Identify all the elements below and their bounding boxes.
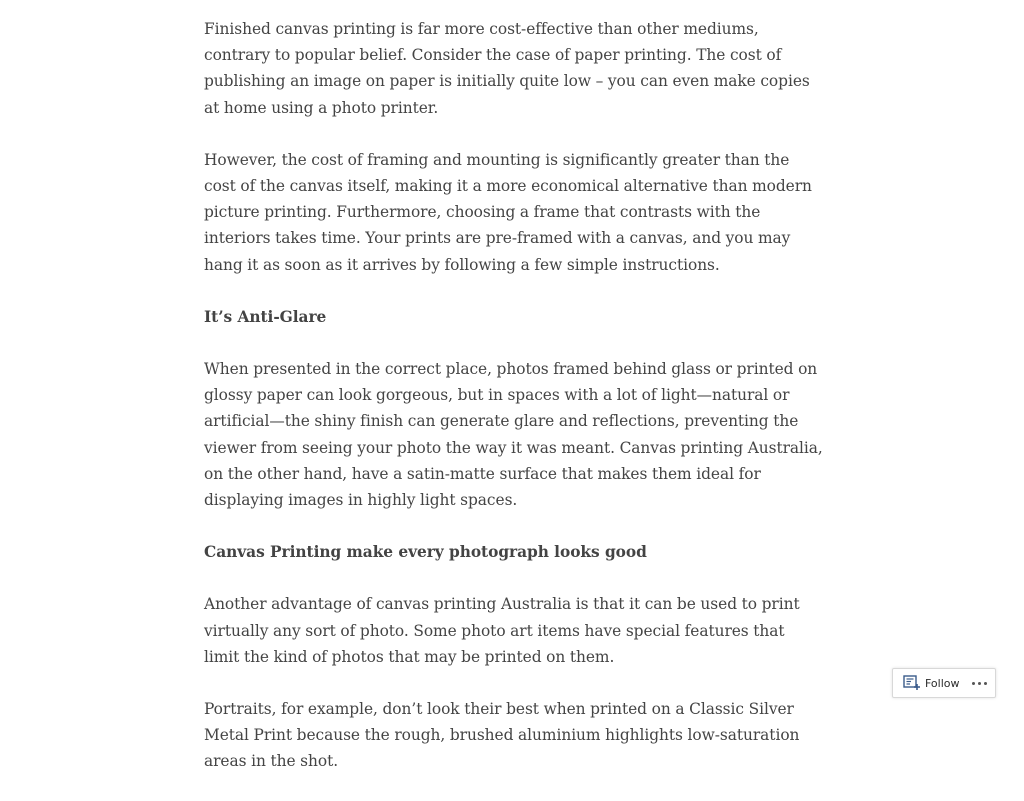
follow-label: Follow bbox=[925, 676, 960, 690]
reader-follow-icon bbox=[903, 675, 921, 691]
article-paragraph-1: Finished canvas printing is far more cost-effective than other mediums, contrary to popular belief. Consider the case of paper printing. The cost of publishing an image on paper is initially quite low – you can even make copies at home using a photo printer. bbox=[204, 20, 810, 117]
article-content bbox=[204, 16, 824, 801]
article-paragraph-4: Another advantage of canvas printing Australia is that it can be used to print virtually any sort of photo. Some photo art items have special features that limit the kind of photos that may be printed on them. bbox=[204, 595, 800, 666]
article-paragraph-5: Portraits, for example, don’t look their best when printed on a Classic Silver Metal Print because the rough, brushed aluminium highlights low-saturation areas in the shot. bbox=[204, 700, 800, 771]
follow-action-bar bbox=[892, 668, 996, 698]
article-paragraph-2: However, the cost of framing and mounting is significantly greater than the cost of the canvas itself, making it a more economical alternative than modern picture printing. Furthermore, choosing a frame that contrasts with the interiors takes time. Your prints are pre-framed with a canvas, and you may hang it as soon as it arrives by following a few simple instructions. bbox=[204, 150, 812, 274]
article-paragraph-3: When presented in the correct place, photos framed behind glass or printed on glossy paper can look gorgeous, but in spaces with a lot of light—natural or artificial—the shiny finish can generate glare and reflections, preventing the viewer from seeing your photo the way it was meant. Canvas printing Australia, on the other hand, have a satin-matte surface that makes them ideal for displaying images in highly light spaces. bbox=[204, 360, 823, 510]
follow-button[interactable] bbox=[893, 669, 966, 697]
section-heading-photograph-looks-good: Canvas Printing make every photograph looks good bbox=[204, 543, 647, 562]
more-horizontal-icon bbox=[972, 682, 975, 685]
more-horizontal-icon-dot bbox=[984, 682, 987, 685]
more-horizontal-icon-dot bbox=[978, 682, 981, 685]
section-heading-anti-glare: It’s Anti-Glare bbox=[204, 307, 327, 326]
more-options-button[interactable] bbox=[972, 669, 987, 697]
